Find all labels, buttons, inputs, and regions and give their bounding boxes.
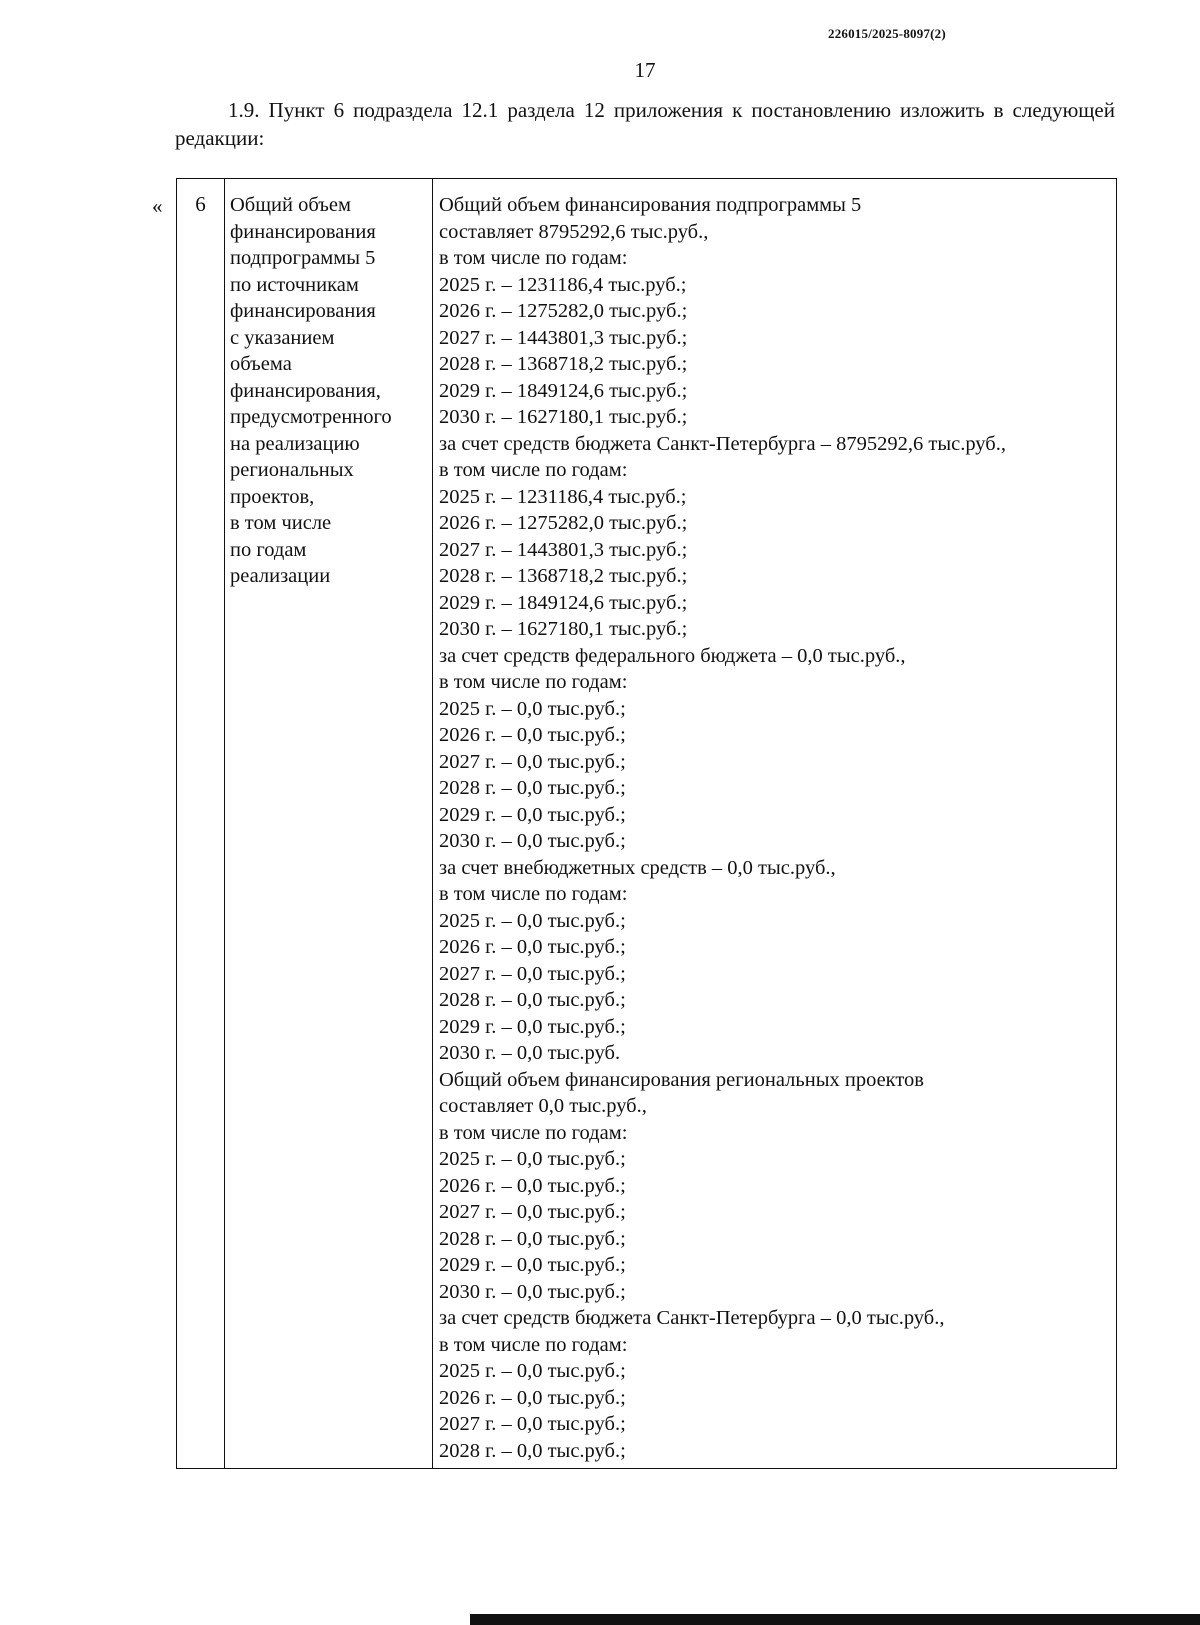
financing-value-line: за счет средств бюджета Санкт-Петербурга – 8795292,6 тыс.руб., [439, 432, 1006, 455]
financing-value-line: 2028 г. – 0,0 тыс.руб.; [439, 1227, 626, 1250]
financing-value-line: 2026 г. – 0,0 тыс.руб.; [439, 724, 626, 746]
financing-value-line: 2030 г. – 1627180,1 тыс.руб.; [439, 618, 688, 640]
row-number-cell: 6 [177, 179, 225, 1468]
financing-value-line: 2027 г. – 0,0 тыс.руб.; [439, 1201, 626, 1223]
financing-value-line: 2025 г. – 0,0 тыс.руб.; [439, 1148, 626, 1170]
financing-value-line: составляет 0,0 тыс.руб., [439, 1095, 647, 1117]
financing-value-line: 2029 г. – 0,0 тыс.руб.; [439, 1015, 626, 1038]
financing-value-line: в том числе по годам: [439, 883, 628, 905]
financing-value-line: 2029 г. – 0,0 тыс.руб.; [439, 803, 626, 826]
financing-value-line: 2027 г. – 1443801,3 тыс.руб.; [439, 538, 688, 561]
parameter-name-line: финансирования, [230, 379, 381, 402]
financing-value-line: 2028 г. – 0,0 тыс.руб.; [439, 989, 626, 1011]
parameter-name-line: на реализацию [230, 432, 360, 455]
parameter-name-line: региональных [230, 459, 354, 481]
financing-value-line: составляет 8795292,6 тыс.руб., [439, 220, 709, 243]
parameter-name-cell [225, 179, 433, 1468]
financing-value-line: за счет средств федерального бюджета – 0,0 тыс.руб., [439, 644, 906, 667]
financing-value-line: 2027 г. – 0,0 тыс.руб.; [439, 750, 626, 773]
financing-value-line: в том числе по годам: [439, 247, 628, 269]
financing-value-line: 2026 г. – 0,0 тыс.руб.; [439, 1174, 626, 1197]
financing-value-line: в том числе по годам: [439, 459, 628, 481]
parameter-name-line: по источникам [230, 273, 359, 296]
financing-table [176, 178, 1117, 1469]
parameter-name-line: по годам [230, 538, 307, 561]
financing-value-line: за счет внебюджетных средств – 0,0 тыс.руб., [439, 856, 836, 879]
financing-value-line: 2026 г. – 1275282,0 тыс.руб.; [439, 300, 688, 322]
financing-value-line: 2028 г. – 1368718,2 тыс.руб.; [439, 565, 688, 587]
financing-value-line: 2030 г. – 0,0 тыс.руб.; [439, 1280, 626, 1303]
parameter-name-line: с указанием [230, 326, 335, 349]
financing-value-line: 2026 г. – 0,0 тыс.руб.; [439, 1386, 626, 1409]
financing-value-line: за счет средств бюджета Санкт-Петербурга – 0,0 тыс.руб., [439, 1307, 945, 1329]
financing-value-line: 2027 г. – 0,0 тыс.руб.; [439, 1413, 626, 1435]
parameter-name-line: финансирования [230, 300, 376, 322]
financing-value-line: 2027 г. – 1443801,3 тыс.руб.; [439, 326, 688, 349]
parameter-name-line: финансирования [230, 220, 376, 243]
financing-value-line: 2028 г. – 0,0 тыс.руб.; [439, 777, 626, 799]
financing-value-line: 2030 г. – 1627180,1 тыс.руб.; [439, 406, 688, 428]
financing-value-line: 2027 г. – 0,0 тыс.руб.; [439, 962, 626, 985]
financing-value-line: 2028 г. – 1368718,2 тыс.руб.; [439, 353, 688, 375]
financing-value-line: 2029 г. – 1849124,6 тыс.руб.; [439, 591, 688, 614]
financing-value-line: 2030 г. – 0,0 тыс.руб.; [439, 830, 626, 852]
parameter-name-line: подпрограммы 5 [230, 247, 376, 269]
parameter-name-line: в том числе [230, 512, 332, 534]
page-number: 17 [634, 58, 656, 82]
financing-value-line: Общий объем финансирования подпрограммы 5 [439, 194, 862, 216]
financing-value-line: 2029 г. – 0,0 тыс.руб.; [439, 1254, 626, 1276]
financing-value-line: 2025 г. – 0,0 тыс.руб.; [439, 909, 626, 932]
parameter-name-line: реализации [230, 565, 331, 587]
financing-value-line: 2026 г. – 0,0 тыс.руб.; [439, 936, 626, 958]
parameter-name-line: объема [230, 353, 292, 375]
parameter-name-line: проектов, [230, 485, 315, 508]
scan-edge-bar [470, 1614, 1200, 1625]
financing-value-line: в том числе по годам: [439, 1121, 628, 1144]
parameter-name-line: Общий объем [230, 194, 351, 216]
financing-value-line: 2025 г. – 1231186,4 тыс.руб.; [439, 485, 687, 508]
financing-value-line: 2029 г. – 1849124,6 тыс.руб.; [439, 379, 688, 402]
parameter-value-cell [433, 179, 1116, 1468]
document-registration-number: 226015/2025-8097(2) [828, 26, 946, 41]
financing-value-line: 2025 г. – 0,0 тыс.руб.; [439, 1360, 626, 1382]
parameter-name-line: предусмотренного [230, 406, 392, 428]
financing-value-line: в том числе по годам: [439, 1333, 628, 1356]
financing-value-line: Общий объем финансирования региональных проектов [439, 1068, 924, 1091]
financing-value-line: 2025 г. – 1231186,4 тыс.руб.; [439, 273, 687, 296]
opening-quote-mark: « [152, 194, 163, 218]
financing-value-line: 2028 г. – 0,0 тыс.руб.; [439, 1439, 626, 1462]
financing-value-line: 2025 г. – 0,0 тыс.руб.; [439, 697, 626, 720]
financing-value-line: 2026 г. – 1275282,0 тыс.руб.; [439, 512, 688, 534]
amendment-intro-paragraph: 1.9. Пункт 6 подраздела 12.1 раздела 12 приложения к постановлению изложить в следующей редакции: [175, 98, 1115, 150]
financing-value-line: 2030 г. – 0,0 тыс.руб. [439, 1042, 621, 1064]
financing-value-line: в том числе по годам: [439, 671, 628, 693]
